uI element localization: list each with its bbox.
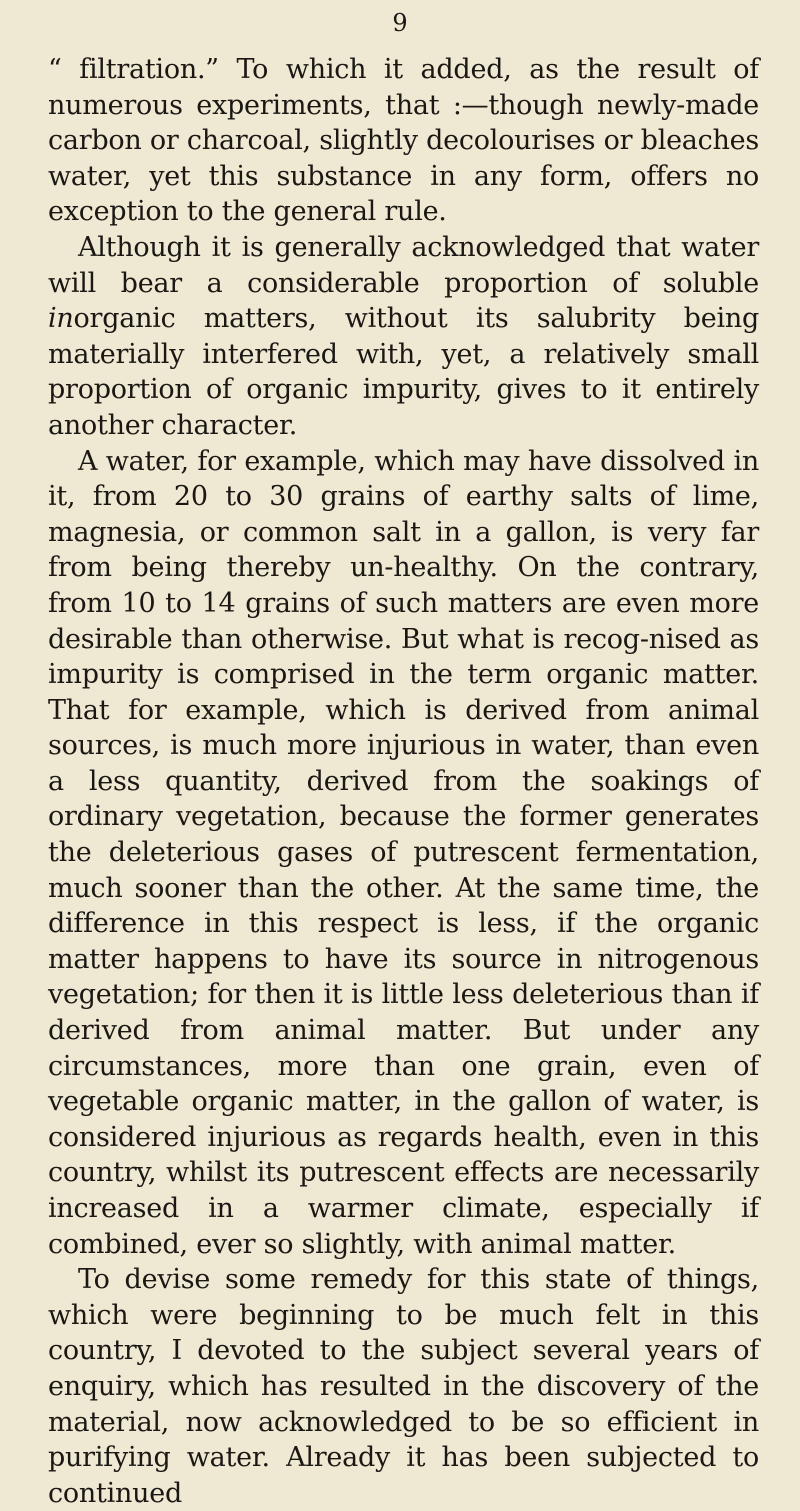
paragraph-filtration: “ filtration.” To which it added, as the result of numerous experiments, that :—though newly-made carbon or charcoal, slightly decolourises or bleaches water, yet this substance in any form, offers no exception to the general rule.: [48, 54, 759, 228]
paragraph-water-example: A water, for example, which may have dissolved in it, from 20 to 30 grains of earthy salts of lime, magnesia, or common salt in a gallon, is very far from being thereby un-healthy. On the contrary, from 10 to 14 grains of such matters are even more desirable than otherwise. But what is recog-nised as impurity is comprised in the term organic matter. That for example, which is derived from animal sources, is much more injurious in water, than even a less quantity, derived from the soakings of ordinary vegetation, because the former generates the deleterious gases of putrescent fermentation, much sooner than the other. At the same time, the difference in this respect is less, if the organic matter happens to have its source in nitrogenous vegetation; for then it is little less deleterious than if derived from animal matter. But under any circumstances, more than one grain, even of vegetable organic matter, in the gallon of water, is considered injurious as regards health, even in this country, whilst its putrescent effects are necessarily increased in a warmer climate, especially if combined, ever so slightly, with animal matter.: [48, 445, 759, 1260]
italic-in-prefix: in: [48, 303, 74, 335]
body-text: [48, 52, 759, 1511]
paragraph-inorganic-rest: organic matters, without its salubrity being materially interfered with, yet, a relatively small proportion of organic impurity, gives to it entirely another character.: [48, 303, 759, 441]
page-number: 9: [392, 9, 408, 37]
paragraph-inorganic-matters: [48, 230, 759, 444]
paragraph-remedy: To devise some remedy for this state of things, which were beginning to be much felt in this country, I devoted to the subject several years of enquiry, which has resulted in the discovery of the material, now acknowledged to be so efficient in purifying water. Already it has been subjected to continued: [48, 1264, 759, 1509]
paragraph-inorganic-lead: Although it is generally acknowledged that water will bear a considerable proportion of soluble: [48, 231, 759, 299]
